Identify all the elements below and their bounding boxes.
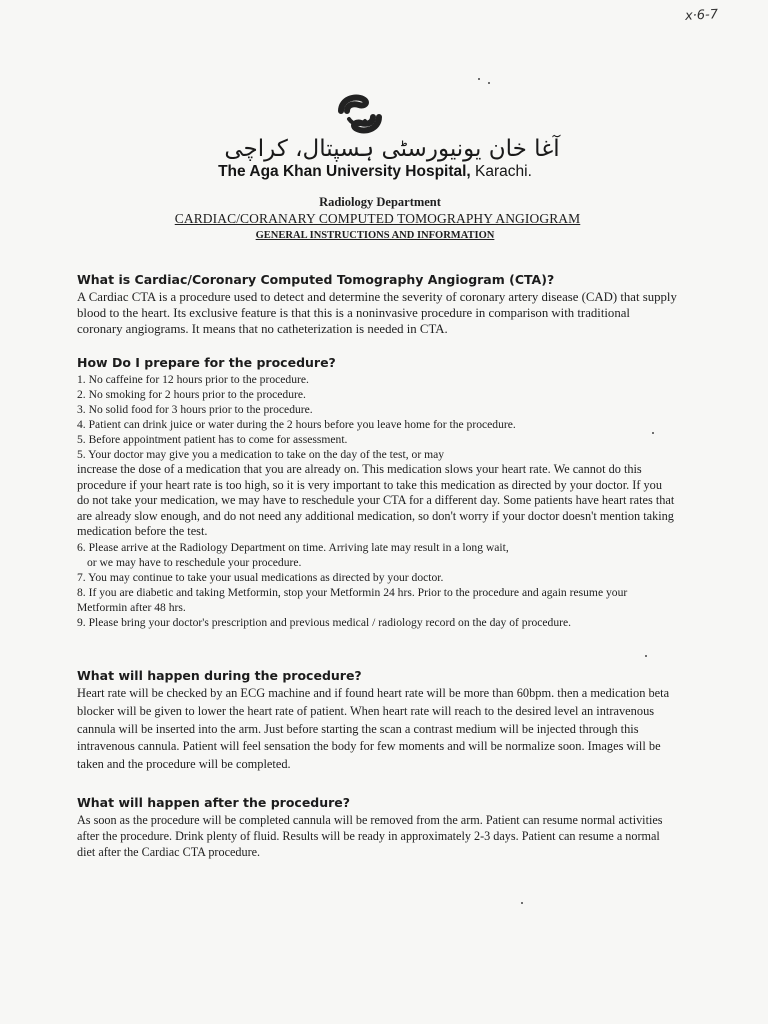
aku-logo-icon — [335, 93, 385, 135]
list-item: 2. No smoking for 2 hours prior to the procedure. — [77, 388, 306, 401]
section-during-procedure — [77, 667, 677, 774]
list-item: 6. Please arrive at the Radiology Department on time. Arriving late may result in a long wait, — [77, 540, 509, 554]
hospital-name-urdu: آغا خان یونیورسٹی ہسپتال، کراچی — [224, 136, 560, 162]
section-heading: What will happen during the procedure? — [77, 668, 362, 683]
scan-speck — [521, 902, 523, 904]
list-item: 8. If you are diabetic and taking Metformin, stop your Metformin 24 hrs. Prior to the procedure and again resume your Metformin after 48 hrs. — [77, 585, 628, 614]
section-what-is-cta — [77, 271, 677, 337]
scan-speck — [645, 655, 647, 657]
section-preparation — [77, 354, 677, 630]
section-body: A Cardiac CTA is a procedure used to detect and determine the severity of coronary artery disease (CAD) that supply blood to the heart. Its exclusive feature is that this is a noninvasive procedure in comparison with traditional coronary angiograms. It means that no catheterization is needed in CTA. — [77, 290, 677, 336]
hospital-city: Karachi. — [470, 163, 532, 180]
preparation-list — [77, 372, 677, 630]
list-item: 1. No caffeine for 12 hours prior to the procedure. — [77, 373, 309, 386]
document-subtitle: GENERAL INSTRUCTIONS AND INFORMATION — [255, 230, 495, 241]
list-item: 7. You may continue to take your usual medications as directed by your doctor. — [77, 570, 444, 584]
handwritten-page-note: x·6-7 — [684, 7, 719, 24]
hospital-name — [140, 163, 610, 181]
list-item: 5. Before appointment patient has to come for assessment. — [77, 433, 348, 446]
hospital-name-bold: The Aga Khan University Hospital, — [218, 163, 471, 180]
department-name: Radiology Department — [319, 195, 441, 209]
section-body: As soon as the procedure will be completed cannula will be removed from the arm. Patient can resume normal activities after the procedure. Drink plenty of fluid. Results will be ready in approximately 2-3 days. Patient can resume a normal diet after the Cardiac CTA procedure. — [77, 813, 663, 859]
scan-speck — [488, 82, 490, 84]
scan-speck — [478, 78, 480, 80]
list-item-continuation: increase the dose of a medication that you are already on. This medication slows your heart rate. We cannot do this procedure if your heart rate is too high, so it is very important to take this medication as directed by your doctor. If you do not take your medication, we may have to reschedule your CTA for a different day. Some patients have heart rates that are already slow enough, and do not need any additional medication, so don't worry if your doctor doesn't mention taking medication before the test. — [77, 462, 675, 538]
section-heading: How Do I prepare for the procedure? — [77, 355, 336, 370]
section-after-procedure — [77, 794, 677, 860]
section-heading: What is Cardiac/Coronary Computed Tomography Angiogram (CTA)? — [77, 272, 555, 287]
document-title: CARDIAC/CORANARY COMPUTED TOMOGRAPHY ANGIOGRAM — [174, 211, 581, 226]
list-item: 4. Patient can drink juice or water during the 2 hours before you leave home for the procedure. — [77, 418, 516, 431]
list-item: 3. No solid food for 3 hours prior to the procedure. — [77, 403, 313, 416]
list-item: 5. Your doctor may give you a medication to take on the day of the test, or may — [77, 448, 445, 461]
list-item: 9. Please bring your doctor's prescription and previous medical / radiology record on the day of procedure. — [77, 615, 572, 629]
section-body: Heart rate will be checked by an ECG machine and if found heart rate will be more than 60bpm. then a medication beta blocker will be given to lower the heart rate of patient. When heart rate will reach to the desired level an intravenous cannula will be inserted into the arm. Just before starting the scan a contrast medium will be injected through this intravenous cannula. Patient will feel sensation the body for few moments and will be normalize soon. Images will be taken and the procedure will be completed. — [77, 686, 670, 772]
list-item-continuation: or we may have to reschedule your procedure. — [87, 555, 302, 569]
section-heading: What will happen after the procedure? — [77, 795, 351, 810]
